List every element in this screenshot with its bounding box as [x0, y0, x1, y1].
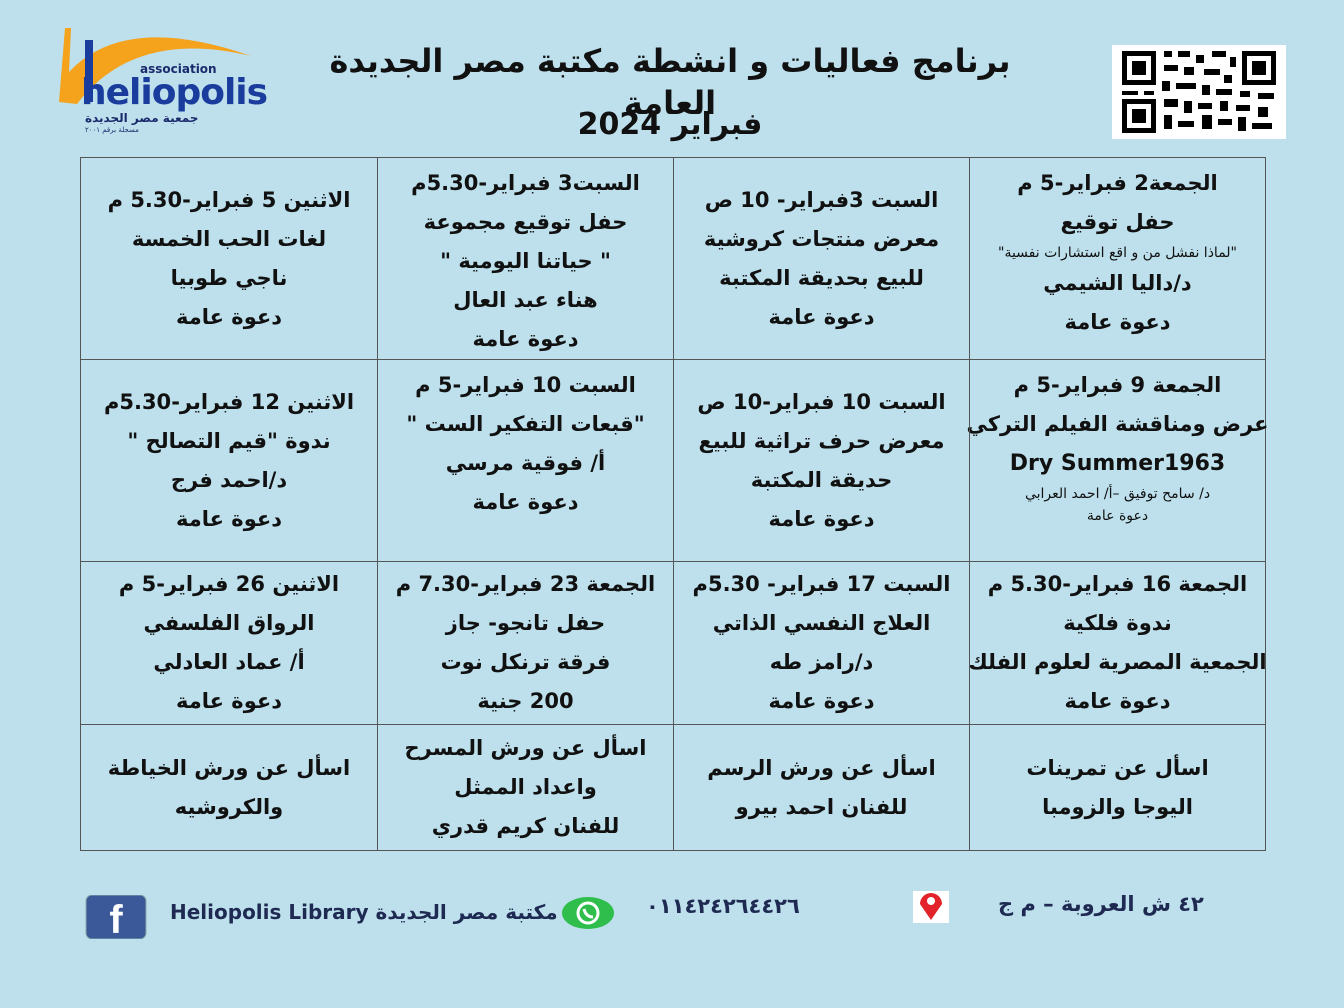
cell-line: دعوة عامة	[768, 304, 875, 329]
cell-line: "قبعات التفكير الست "	[406, 412, 645, 436]
schedule-cell	[378, 562, 674, 725]
schedule-cell	[81, 158, 378, 360]
cell-line: اسأل عن ورش الخياطة	[107, 755, 351, 780]
cell-line: دعوة عامة	[1086, 508, 1149, 524]
cell-line: اسأل عن ورش الرسم	[707, 755, 936, 780]
map-pin-icon	[912, 890, 950, 924]
cell-line: الجمعة 9 فبراير-5 م	[1013, 373, 1222, 397]
schedule-cell	[378, 158, 674, 360]
cell-line: د/رامز طه	[769, 650, 874, 674]
cell-line: أ/ فوقية مرسي	[445, 451, 606, 475]
schedule-cell	[674, 562, 970, 725]
cell-line: 200 جنية	[477, 689, 574, 713]
logo-association-text: association	[140, 62, 217, 76]
heliopolis-logo	[55, 22, 268, 142]
cell-line: دعوة عامة	[768, 689, 875, 713]
cell-line: السبت3 فبراير-5.30م	[411, 171, 640, 195]
schedule-table	[80, 157, 1269, 851]
cell-line: اليوجا والزومبا	[1042, 794, 1193, 819]
schedule-cell	[674, 360, 970, 562]
logo-arabic-text: جمعية مصر الجديدة	[85, 111, 199, 125]
cell-line: الجمعة 23 فبراير-7.30 م	[395, 572, 656, 596]
cell-line: " حياتنا اليومية "	[440, 249, 611, 273]
cell-line: دعوة عامة	[768, 506, 875, 531]
cell-line: السبت 17 فبراير- 5.30م	[692, 572, 951, 596]
cell-line: والكروشيه	[174, 794, 284, 819]
cell-line: ندوة "قيم التصالح "	[127, 428, 331, 453]
cell-line: دعوة عامة	[176, 689, 282, 713]
schedule-cell	[970, 158, 1266, 360]
cell-line: معرض حرف تراثية للبيع	[698, 428, 945, 453]
cell-line: السبت 3فبراير- 10 ص	[704, 187, 939, 212]
cell-line: للفنان كريم قدري	[431, 814, 620, 838]
cell-line: حديقة المكتبة	[750, 467, 893, 492]
cell-line: ناجي طوبيا	[170, 265, 288, 290]
cell-line: معرض منتجات كروشية	[703, 226, 940, 251]
cell-line: اسأل عن ورش المسرح	[404, 736, 647, 760]
schedule-cell	[970, 725, 1266, 851]
schedule-cell	[81, 725, 378, 851]
page-subtitle: فبراير 2024	[577, 107, 763, 142]
cell-line: دعوة عامة	[176, 506, 282, 531]
schedule-cell	[81, 360, 378, 562]
whatsapp-icon[interactable]	[560, 895, 616, 931]
cell-line: السبت 10 فبراير-5 م	[415, 373, 636, 397]
cell-line: العلاج النفسي الذاتي	[712, 611, 931, 635]
schedule-cell	[966, 360, 1269, 562]
cell-line: ندوة فلكية	[1063, 611, 1172, 635]
cell-line: دعوة عامة	[1064, 689, 1171, 713]
cell-line: السبت 10 فبراير-10 ص	[697, 389, 946, 414]
cell-line: الاثنين 5 فبراير-5.30 م	[107, 187, 351, 212]
page-title: برنامج فعاليات و انشطة مكتبة مصر الجديدة العامة	[329, 42, 1011, 122]
cell-line: "لماذا نفشل من و اقع استشارات نفسية"	[998, 245, 1237, 261]
logo-note-text: مسجلة برقم ٢٠٠١	[85, 126, 139, 134]
cell-line: دعوة عامة	[1064, 310, 1171, 334]
cell-line: دعوة عامة	[472, 327, 579, 351]
facebook-icon[interactable]	[84, 895, 148, 939]
cell-line: الرواق الفلسفي	[143, 611, 315, 635]
cell-line: الجمعة 16 فبراير-5.30 م	[987, 572, 1248, 596]
cell-line: د/ سامح توفيق –أ/ احمد العرابي	[1024, 486, 1211, 502]
cell-line: دعوة عامة	[176, 304, 282, 329]
cell-line: عرض ومناقشة الفيلم التركي	[966, 412, 1269, 436]
facebook-page-name[interactable]: Heliopolis Library مكتبة مصر الجديدة	[170, 900, 558, 924]
cell-line: الجمعة2 فبراير-5 م	[1017, 171, 1218, 195]
qr-code-icon	[1112, 45, 1286, 139]
cell-line: الاثنين 12 فبراير-5.30م	[103, 389, 355, 414]
cell-line: أ/ عماد العادلي	[153, 650, 305, 674]
schedule-cell	[970, 562, 1266, 725]
cell-line: هناء عبد العال	[453, 288, 598, 312]
cell-line: حفل توقيع مجموعة	[423, 210, 628, 234]
phone-number[interactable]: ٠١١٤٢٤٢٦٤٤٢٦	[646, 894, 800, 918]
schedule-cell	[378, 725, 674, 851]
cell-line: دعوة عامة	[472, 490, 579, 514]
cell-line: حفل تانجو- جاز	[445, 611, 606, 635]
address-text: ٤٢ ش العروبة – م ج	[998, 892, 1204, 916]
cell-line: واعداد الممثل	[454, 775, 597, 799]
schedule-cell	[674, 158, 970, 360]
cell-line: للفنان احمد بيرو	[735, 794, 908, 819]
cell-line: حفل توقيع	[1060, 210, 1175, 234]
schedule-cell	[81, 562, 378, 725]
schedule-cell	[378, 360, 674, 562]
cell-line: د/داليا الشيمي	[1043, 271, 1192, 295]
cell-line: للبيع بحديقة المكتبة	[719, 265, 924, 290]
schedule-cell	[674, 725, 970, 851]
svg-text:f: f	[109, 898, 123, 939]
cell-line: الجمعية المصرية لعلوم الفلك	[968, 650, 1267, 674]
cell-line: لغات الحب الخمسة	[131, 226, 327, 251]
cell-line: فرقة ترنكل نوت	[440, 650, 611, 674]
logo-name-text: heliopolis	[81, 72, 268, 113]
cell-line: اسأل عن تمرينات	[1026, 755, 1209, 780]
cell-line: الاثنين 26 فبراير-5 م	[118, 572, 340, 596]
cell-line: Dry Summer1963	[1009, 451, 1226, 476]
cell-line: د/احمد فرج	[170, 467, 288, 492]
